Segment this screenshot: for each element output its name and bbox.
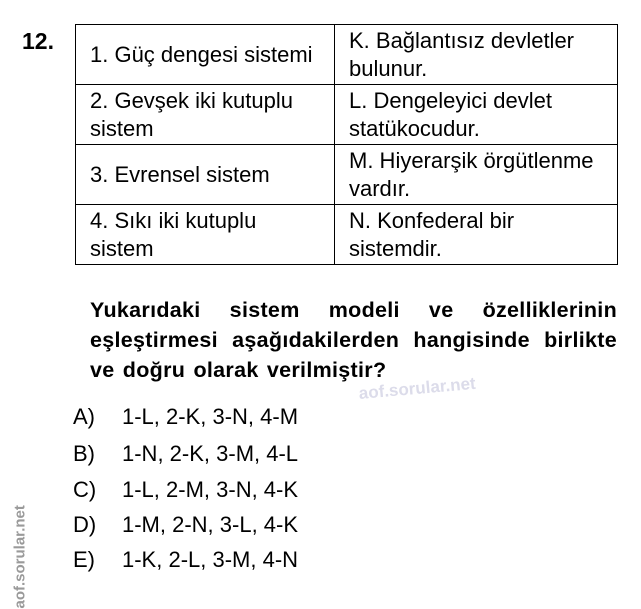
option-letter: C) (73, 477, 97, 502)
option-letter: D) (73, 512, 97, 537)
option-b[interactable] (73, 441, 298, 471)
option-e[interactable] (73, 547, 298, 577)
option-text: 1-L, 2-M, 3-N, 4-K (122, 477, 299, 502)
matching-table (75, 24, 618, 265)
option-text: 1-N, 2-K, 3-M, 4-L (122, 441, 299, 466)
option-a[interactable] (73, 404, 298, 434)
option-letter: B) (73, 441, 95, 466)
feature-cell: L. Dengeleyici devlet statükocudur. (335, 85, 618, 145)
feature-cell: N. Konfederal bir sistemdir. (335, 205, 618, 265)
feature-cell: K. Bağlantısız devletler bulunur. (335, 25, 618, 85)
system-model-cell: 1. Güç dengesi sistemi (76, 25, 335, 85)
table-row (76, 205, 618, 265)
watermark: aof.sorular.net (358, 373, 477, 403)
option-d[interactable] (73, 512, 298, 542)
option-text: 1-L, 2-K, 3-N, 4-M (122, 404, 299, 429)
option-letter: A) (73, 404, 95, 429)
question-text: Yukarıdaki sistem modeli ve özelliklerinin eşleştirmesi aşağıdakilerden hangisinde birlikte ve doğru olarak verilmiştir? (90, 298, 617, 382)
question-number: 12. (22, 28, 54, 54)
option-text: 1-M, 2-N, 3-L, 4-K (122, 512, 299, 537)
option-text: 1-K, 2-L, 3-M, 4-N (122, 547, 299, 572)
option-c[interactable] (73, 477, 298, 507)
table-row (76, 85, 618, 145)
watermark-vertical: aof.sorular.net (11, 505, 29, 609)
system-model-cell: 2. Gevşek iki kutuplu sistem (76, 85, 335, 145)
system-model-cell: 3. Evrensel sistem (76, 145, 335, 205)
table-row (76, 145, 618, 205)
table-row (76, 25, 618, 85)
system-model-cell: 4. Sıkı iki kutuplu sistem (76, 205, 335, 265)
option-letter: E) (73, 547, 95, 572)
feature-cell: M. Hiyerarşik örgütlenme vardır. (335, 145, 618, 205)
